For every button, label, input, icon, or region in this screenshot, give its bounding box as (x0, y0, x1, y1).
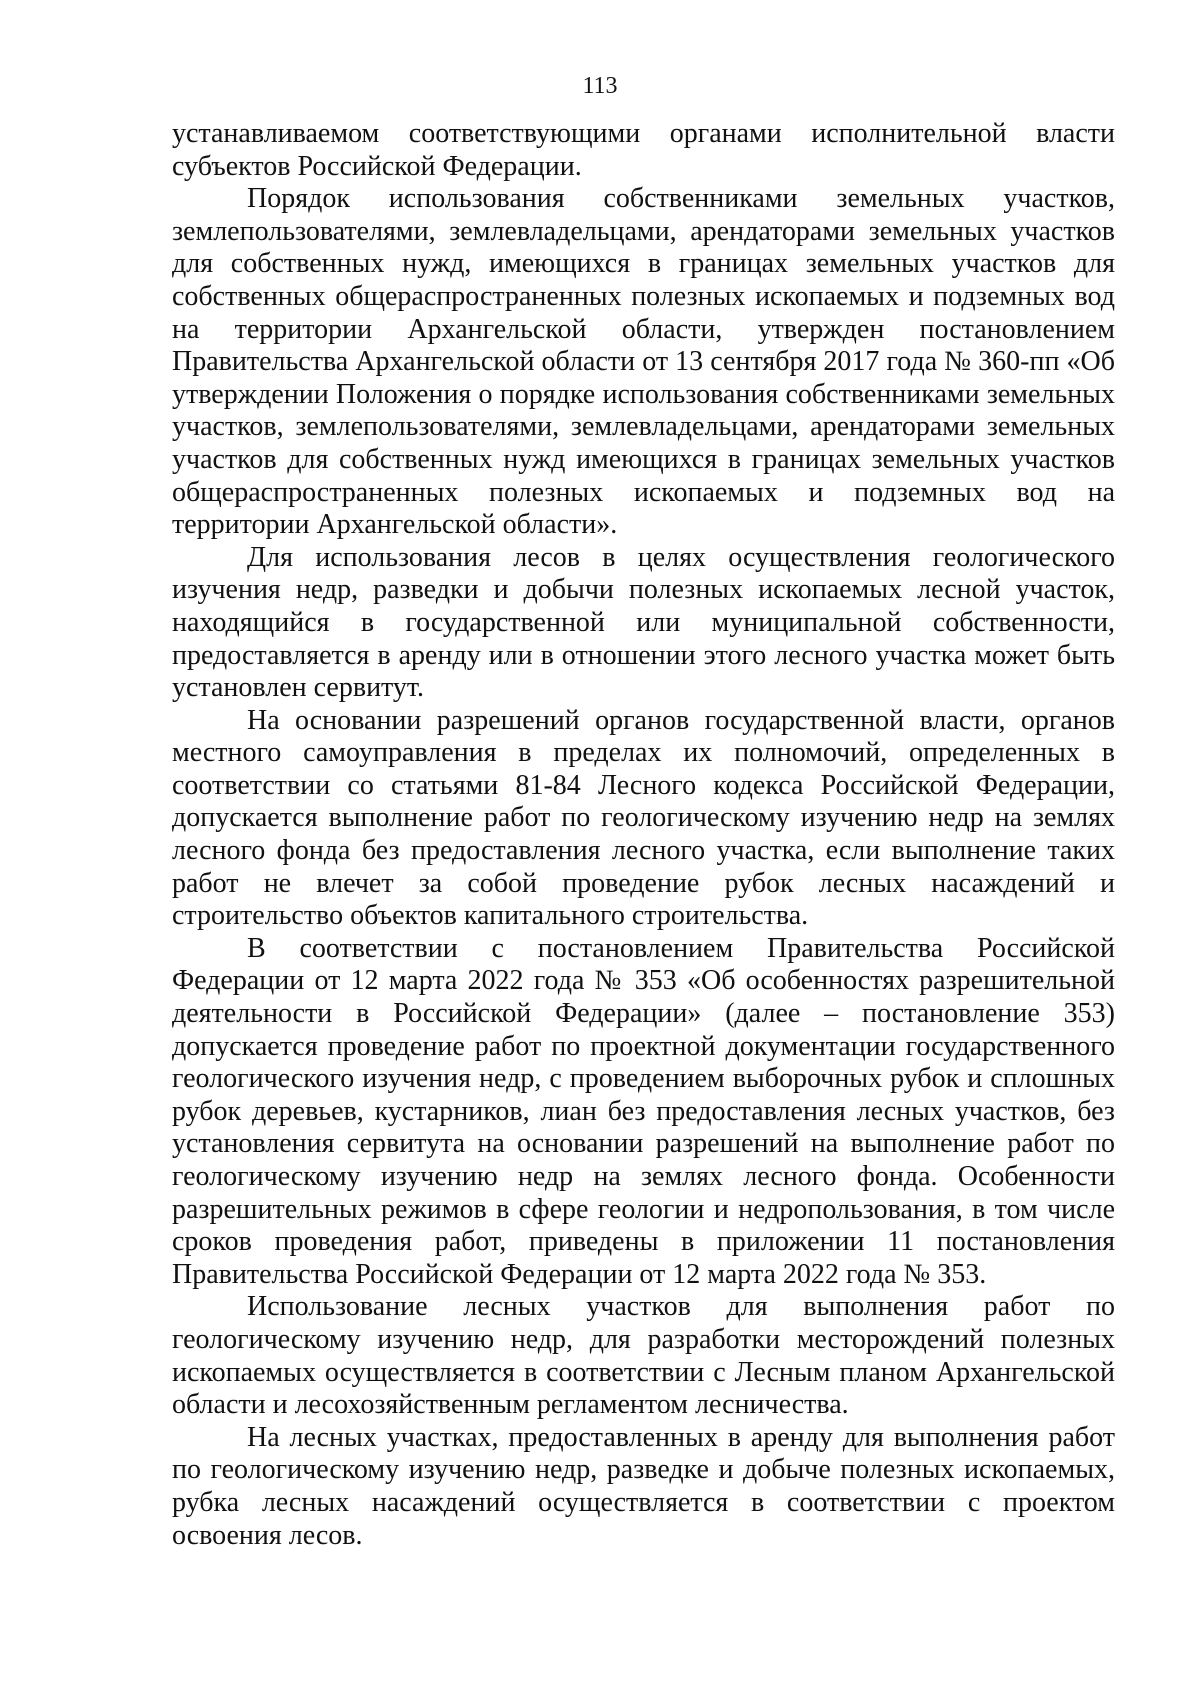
paragraph-continuation: устанавливаемом соответствующими органами исполнительной власти субъектов Российской Федерации. (172, 118, 1115, 182)
paragraph-resolution-353: В соответствии с постановлением Правительства Российской Федерации от 12 марта 2022 года № 353 «Об особенностях разрешительной деятельности в Российской Федерации» (далее – постановление 353) допускается проведение работ по проектной документации государственного геологического изучения недр, с проведением выборочных рубок и сплошных рубок деревьев, кустарников, лиан без предоставления лесных участков, без установления сервитута на основании разрешений на выполнение работ по геологическому изучению недр на землях лесного фонда. Особенности разрешительных режимов в сфере геологии и недропользования, в том числе сроков проведения работ, приведены в приложении 11 постановления Правительства Российской Федерации от 12 марта 2022 года № 353. (172, 932, 1115, 1290)
paragraph-logging-project: На лесных участках, предоставленных в аренду для выполнения работ по геологическому изучению недр, разведке и добыче полезных ископаемых, рубка лесных насаждений осуществляется в соответствии с проектом освоения лесов. (172, 1421, 1115, 1551)
document-body (172, 118, 1115, 1552)
paragraph-forest-use-geology: Для использования лесов в целях осуществления геологического изучения недр, разведки и добычи полезных ископаемых лесной участок, находящийся в государственной или муниципальной собственности, предоставляется в аренду или в отношении этого лесного участка может быть установлен сервитут. (172, 541, 1115, 704)
page-number: 113 (582, 73, 618, 99)
paragraph-mineral-use-order: Порядок использования собственниками земельных участков, землепользователями, землевладельцами, арендаторами земельных участков для собственных нужд, имеющихся в границах земельных участков для собственных общераспространенных полезных ископаемых и подземных вод на территории Архангельской области, утвержден постановлением Правительства Архангельской области от 13 сентября 2017 года № 360-пп «Об утверждении Положения о порядке использования собственниками земельных участков, землепользователями, землевладельцами, арендаторами земельных участков для собственных нужд имеющихся в границах земельных участков общераспространенных полезных ископаемых и подземных вод на территории Архангельской области». (172, 183, 1115, 541)
paragraph-forest-plan: Использование лесных участков для выполнения работ по геологическому изучению недр, для разработки месторождений полезных ископаемых осуществляется в соответствии с Лесным планом Архангельской области и лесохозяйственным регламентом лесничества. (172, 1291, 1115, 1421)
paragraph-permits-without-plot: На основании разрешений органов государственной власти, органов местного самоуправления в пределах их полномочий, определенных в соответствии со статьями 81-84 Лесного кодекса Российской Федерации, допускается выполнение работ по геологическому изучению недр на землях лесного фонда без предоставления лесного участка, если выполнение таких работ не влечет за собой проведение рубок лесных насаждений и строительство объектов капитального строительства. (172, 704, 1115, 932)
